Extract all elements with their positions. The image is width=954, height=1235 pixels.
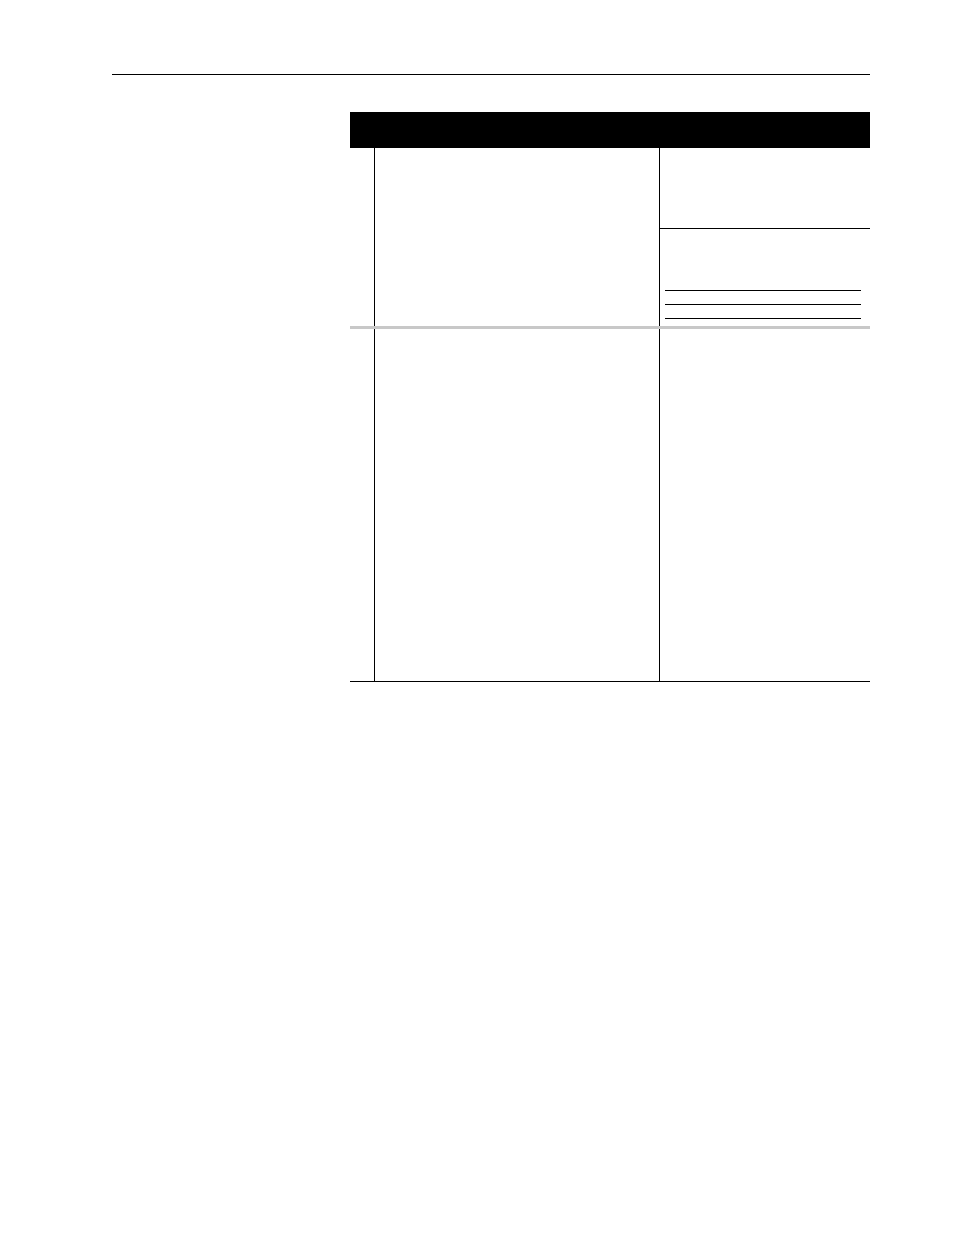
bit-definition-header [665,240,861,290]
bit-number-row [665,304,861,319]
bit-default-row [665,290,861,304]
page-header [112,50,870,75]
column-divider [374,329,375,681]
bit-definition-table [665,240,865,320]
parameter-table [350,112,870,682]
table-row-web-features [350,148,870,329]
details-box [660,148,870,229]
table-header [350,112,870,148]
column-divider [374,148,375,326]
column-divider [659,329,660,681]
table-row-indirect-par [350,329,870,682]
